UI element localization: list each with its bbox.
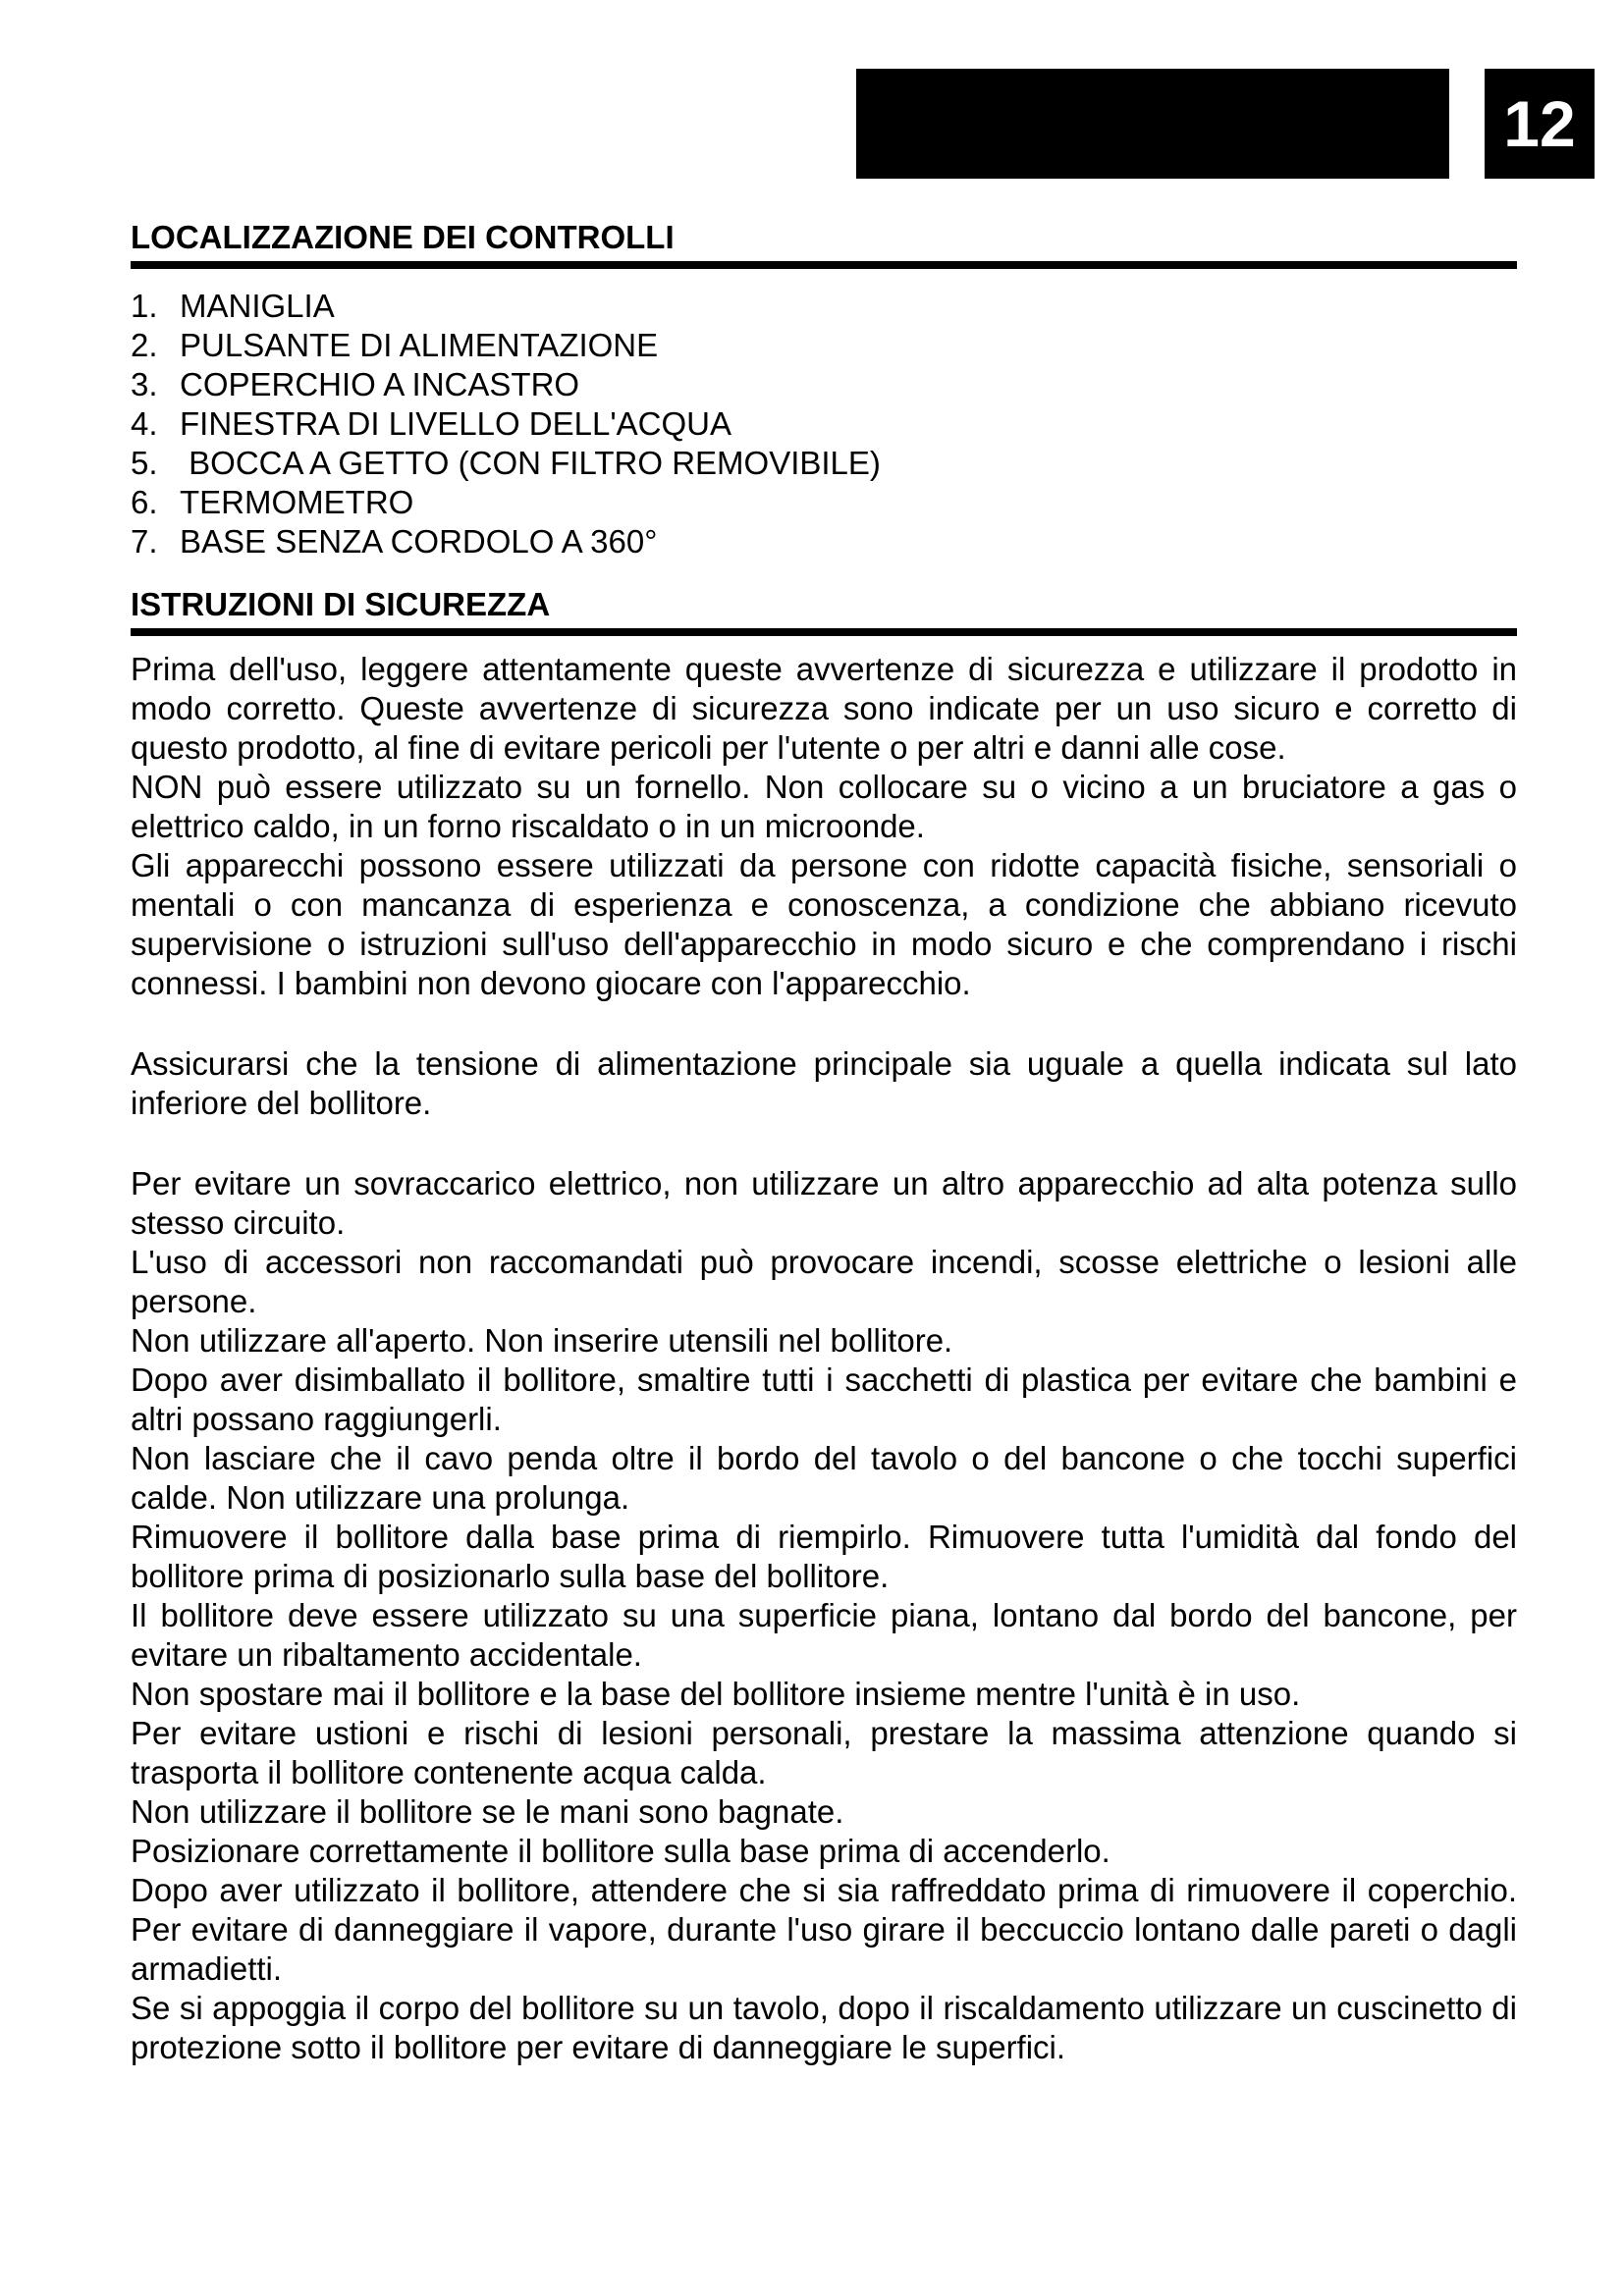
list-item: 4. FINESTRA DI LIVELLO DELL'ACQUA: [131, 405, 731, 442]
list-item: 1. MANIGLIA: [131, 288, 335, 324]
safety-body: [131, 650, 1517, 2067]
paragraph: Rimuovere il bollitore dalla base prima di riempirlo. Rimuovere tutta l'umidità dal fondo del bollitore prima di posizionarlo sulla base del bollitore.: [131, 1519, 1517, 1594]
paragraph: Prima dell'uso, leggere attentamente queste avvertenze di sicurezza e utilizzare il prodotto in modo corretto. Queste avvertenze di sicurezza sono indicate per un uso sicuro e corretto di questo prodotto, al fine di evitare pericoli per l'utente o per altri e danni alle cose.: [131, 651, 1517, 766]
paragraph: Non utilizzare all'aperto. Non inserire utensili nel bollitore.: [131, 1322, 953, 1359]
list-item: 5. BOCCA A GETTO (CON FILTRO REMOVIBILE): [131, 445, 881, 481]
page-header: [856, 69, 1624, 179]
paragraph: Non utilizzare il bollitore se le mani sono bagnate.: [131, 1793, 844, 1830]
page-number: 12: [1503, 87, 1576, 160]
paragraph: Non lasciare che il cavo penda oltre il bordo del tavolo o del bancone o che tocchi superfici calde. Non utilizzare una prolunga.: [131, 1440, 1517, 1516]
paragraph: Per evitare un sovraccarico elettrico, non utilizzare un altro apparecchio ad alta potenza sullo stesso circuito.: [131, 1165, 1517, 1241]
page-content: [131, 218, 1517, 2067]
list-item: 6. TERMOMETRO: [131, 484, 414, 520]
paragraph: Dopo aver utilizzato il bollitore, attendere che si sia raffreddato prima di rimuovere il coperchio. Per evitare di danneggiare il vapore, durante l'uso girare il beccuccio lontano dalle pareti o dagli armadietti.: [131, 1872, 1517, 1987]
controls-heading: LOCALIZZAZIONE DEI CONTROLLI: [131, 218, 1517, 269]
list-item: 7. BASE SENZA CORDOLO A 360°: [131, 523, 658, 560]
page-number-box: [1485, 69, 1595, 179]
paragraph: Il bollitore deve essere utilizzato su una superficie piana, lontano dal bordo del bancone, per evitare un ribaltamento accidentale.: [131, 1597, 1517, 1673]
paragraph: Non spostare mai il bollitore e la base del bollitore insieme mentre l'unità è in uso.: [131, 1676, 1301, 1712]
list-item: 2. PULSANTE DI ALIMENTAZIONE: [131, 327, 659, 363]
paragraph: NON può essere utilizzato su un fornello. Non collocare su o vicino a un bruciatore a gas o elettrico caldo, in un forno riscaldato o in un microonde.: [131, 769, 1517, 844]
paragraph: Per evitare ustioni e rischi di lesioni personali, prestare la massima attenzione quando si trasporta il bollitore contenente acqua calda.: [131, 1715, 1517, 1790]
list-item: 3. COPERCHIO A INCASTRO: [131, 366, 580, 402]
paragraph: Se si appoggia il corpo del bollitore su un tavolo, dopo il riscaldamento utilizzare un cuscinetto di protezione sotto il bollitore per evitare di danneggiare le superfici.: [131, 1990, 1517, 2065]
header-bar: [856, 69, 1449, 179]
paragraph: Dopo aver disimballato il bollitore, smaltire tutti i sacchetti di plastica per evitare che bambini e altri possano raggiungerli.: [131, 1362, 1517, 1437]
paragraph: L'uso di accessori non raccomandati può provocare incendi, scosse elettriche o lesioni alle persone.: [131, 1244, 1517, 1319]
safety-heading: ISTRUZIONI DI SICUREZZA: [131, 585, 1517, 636]
paragraph: Assicurarsi che la tensione di alimentazione principale sia uguale a quella indicata sul lato inferiore del bollitore.: [131, 1045, 1517, 1121]
controls-list: [131, 287, 1517, 561]
paragraph: Gli apparecchi possono essere utilizzati da persone con ridotte capacità fisiche, sensoriali o mentali o con mancanza di esperienza e conoscenza, a condizione che abbiano ricevuto supervisione o istruzioni sull'uso dell'apparecchio in modo sicuro e che comprendano i rischi connessi. I bambini non devono giocare con l'apparecchio.: [131, 847, 1517, 1001]
paragraph: Posizionare correttamente il bollitore sulla base prima di accenderlo.: [131, 1833, 1110, 1869]
